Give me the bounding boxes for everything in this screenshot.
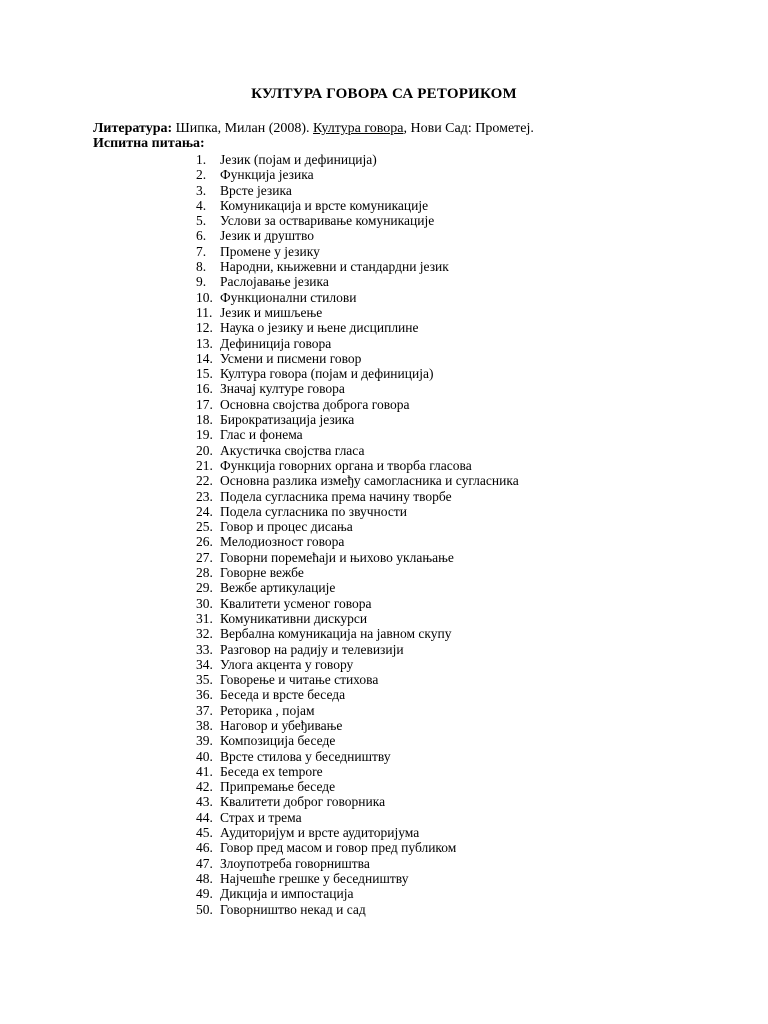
question-text: Врсте стилова у беседништву <box>220 748 391 764</box>
literature-book-title: Култура говора <box>313 121 404 136</box>
question-number: 35. <box>196 672 213 688</box>
question-number: 41. <box>196 763 213 779</box>
question-number: 7. <box>196 243 207 259</box>
question-number: 17. <box>196 396 213 412</box>
question-number: 45. <box>196 825 213 841</box>
question-number: 43. <box>196 794 213 810</box>
question-text: Говорништво некад и сад <box>220 901 366 917</box>
question-number: 14. <box>196 350 213 366</box>
question-number: 5. <box>196 213 207 229</box>
question-text: Услови за остваривање комуникације <box>220 213 435 229</box>
question-number: 15. <box>196 366 213 382</box>
literature-publisher: , Нови Сад: Прометеј. <box>403 121 534 136</box>
question-text: Говорне вежбе <box>220 565 304 581</box>
question-text: Култура говора (појам и дефиниција) <box>220 366 434 382</box>
question-text: Беседа и врсте беседа <box>220 687 346 703</box>
question-text: Врсте језика <box>220 182 292 198</box>
question-number: 11. <box>196 304 213 320</box>
question-text: Усмени и писмени говор <box>220 350 362 366</box>
question-text: Наговор и убеђивање <box>220 717 343 733</box>
question-text: Функција језика <box>220 167 314 183</box>
question-number: 29. <box>196 580 213 596</box>
question-number: 2. <box>196 167 207 183</box>
question-text: Комуникативни дискурси <box>220 610 368 626</box>
question-number: 34. <box>196 656 213 672</box>
question-number: 28. <box>196 565 213 581</box>
question-number: 16. <box>196 381 213 397</box>
question-number: 32. <box>196 626 213 642</box>
literature-author: Шипка, Милан (2008). <box>172 121 314 136</box>
document-title: КУЛТУРА ГОВОРА СА РЕТОРИКОМ <box>251 86 517 102</box>
question-number: 49. <box>196 886 213 902</box>
question-text: Разговор на радију и телевизији <box>220 641 404 657</box>
question-number: 13. <box>196 335 213 351</box>
literature-label: Литература: <box>93 121 173 136</box>
question-text: Страх и трема <box>220 809 302 825</box>
question-text: Основна својства доброга говора <box>220 396 410 412</box>
question-text: Мелодиозност говора <box>220 534 345 550</box>
question-text: Основна разлика између самогласника и сугласника <box>220 473 519 489</box>
question-text: Функција говорних органа и творба гласова <box>220 457 472 473</box>
questions-heading: Испитна питања: <box>93 136 205 151</box>
question-number: 1. <box>196 152 207 167</box>
question-number: 22. <box>196 473 213 489</box>
question-text: Подела сугласника по звучности <box>220 503 407 519</box>
question-text: Подела сугласника према начину творбе <box>220 488 452 504</box>
question-text: Аудиторијум и врсте аудиторијума <box>220 825 420 841</box>
question-text: Језик и друштво <box>220 228 315 244</box>
question-text: Дефиниција говора <box>220 335 332 351</box>
question-text: Припремање беседе <box>220 779 336 795</box>
question-text: Квалитети усменог говора <box>220 595 372 611</box>
question-text: Раслојавање језика <box>220 274 329 290</box>
question-number: 20. <box>196 442 213 458</box>
question-number: 38. <box>196 717 213 733</box>
question-text: Бирократизација језика <box>220 412 355 428</box>
question-text: Вербална комуникација на јавном скупу <box>220 626 452 642</box>
question-number: 12. <box>196 320 213 336</box>
question-number: 31. <box>196 610 213 626</box>
literature-line <box>93 121 534 137</box>
question-text: Значај културе говора <box>220 381 345 397</box>
question-number: 18. <box>196 412 213 428</box>
question-number: 19. <box>196 427 213 443</box>
question-text: Вежбе артикулације <box>220 580 336 596</box>
question-text: Народни, књижевни и стандардни језик <box>220 259 449 275</box>
question-number: 3. <box>196 182 207 198</box>
question-text: Дикција и импостација <box>220 886 354 902</box>
question-text: Композиција беседе <box>220 733 336 749</box>
question-number: 21. <box>196 457 213 473</box>
question-number: 26. <box>196 534 213 550</box>
question-number: 27. <box>196 549 213 565</box>
question-text: Наука о језику и њене дисциплине <box>220 320 419 336</box>
question-number: 23. <box>196 488 213 504</box>
question-number: 6. <box>196 228 207 244</box>
question-text: Промене у језику <box>220 243 320 259</box>
question-text: Говор пред масом и говор пред публиком <box>220 840 457 856</box>
question-number: 10. <box>196 289 213 305</box>
question-number: 24. <box>196 503 213 519</box>
question-number: 39. <box>196 733 213 749</box>
question-number: 4. <box>196 197 207 213</box>
question-number: 36. <box>196 687 213 703</box>
question-number: 44. <box>196 809 213 825</box>
question-number: 8. <box>196 259 207 275</box>
question-text: Акустичка својства гласа <box>220 442 365 458</box>
question-text: Реторика , појам <box>220 702 315 718</box>
question-number: 9. <box>196 274 207 290</box>
question-text: Улога акцента у говору <box>220 656 354 672</box>
question-text: Глас и фонема <box>220 427 303 443</box>
question-text: Језик (појам и дефиниција) <box>220 152 377 167</box>
question-number: 50. <box>196 901 213 917</box>
question-text: Говор и процес дисања <box>220 519 353 535</box>
question-text: Најчешће грешке у беседништву <box>220 870 409 886</box>
question-text: Говорење и читање стихова <box>220 672 379 688</box>
question-number: 30. <box>196 595 213 611</box>
question-text: Комуникација и врсте комуникације <box>220 197 429 213</box>
question-text: Функционални стилови <box>220 289 357 305</box>
question-number: 33. <box>196 641 213 657</box>
question-number: 48. <box>196 870 213 886</box>
question-text: Злоупотреба говорништва <box>220 855 370 871</box>
question-text: Квалитети доброг говорника <box>220 794 386 810</box>
question-number: 46. <box>196 840 213 856</box>
question-text: Беседа ex tempore <box>220 763 323 779</box>
question-number: 47. <box>196 855 213 871</box>
question-number: 42. <box>196 779 213 795</box>
question-number: 37. <box>196 702 213 718</box>
question-text: Говорни поремећаји и њихово уклањање <box>220 549 454 565</box>
question-text: Језик и мишљење <box>220 304 323 320</box>
question-number: 40. <box>196 748 213 764</box>
question-number: 25. <box>196 519 213 535</box>
